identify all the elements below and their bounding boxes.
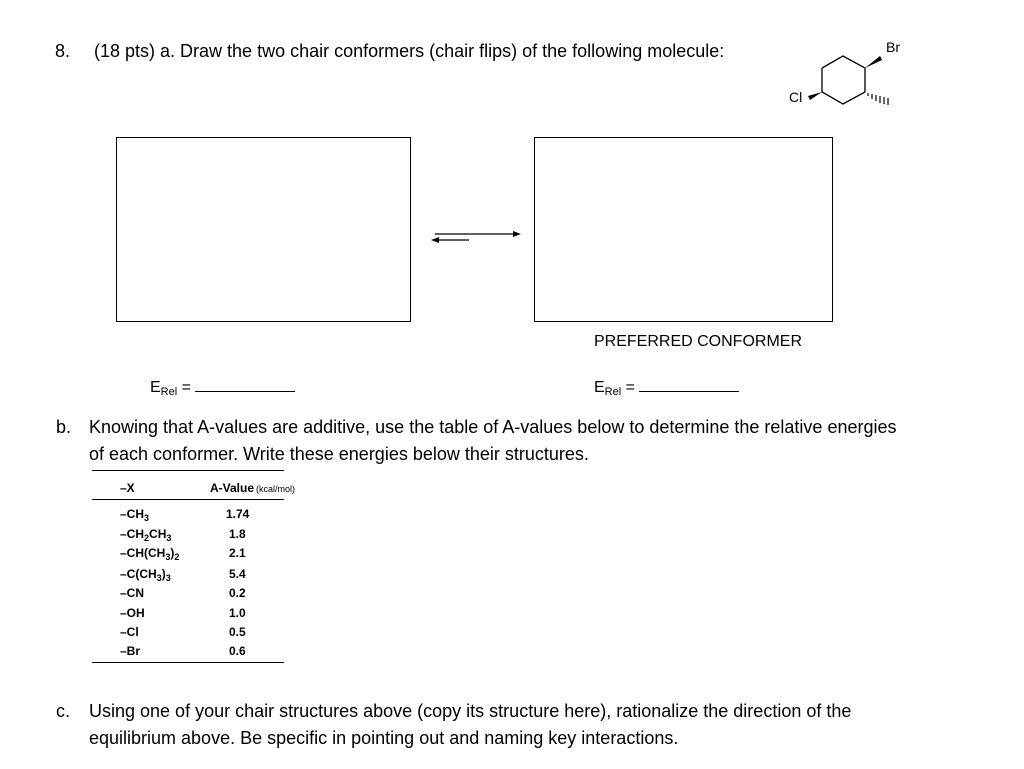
conformer-box-left[interactable] xyxy=(116,137,411,322)
part-b-letter: b. xyxy=(56,417,72,437)
table-row: –Br 0.6 xyxy=(120,644,246,658)
part-c-letter: c. xyxy=(56,701,71,721)
table-header-rule xyxy=(92,499,284,500)
table-row: –Cl 0.5 xyxy=(120,625,246,639)
part-b-line1: Knowing that A-values are additive, use the table of A-values below to determine the relative energies xyxy=(89,417,897,437)
table-header-x: –X xyxy=(120,481,135,495)
table-row: $-CH_3$ 1.74 xyxy=(120,507,250,523)
erel-right-blank[interactable] xyxy=(639,375,739,392)
preferred-conformer-label: PREFERRED CONFORMER xyxy=(594,333,803,350)
wedge-bond-br xyxy=(865,56,882,68)
table-row: –OH 1.0 xyxy=(120,606,246,620)
part-c-line1: Using one of your chair structures above (copy its structure here), rationalize the direction of the xyxy=(89,701,852,721)
table-row: $-CH_2CH_3$ 1.8 xyxy=(120,527,246,543)
part-b-line2: of each conformer. Write these energies below their structures. xyxy=(89,444,589,464)
table-top-rule xyxy=(92,470,284,471)
table-row: $-CH(CH_3)_2$ 2.1 xyxy=(120,546,246,562)
forward-arrowhead xyxy=(513,231,521,237)
conformer-box-right[interactable] xyxy=(534,137,833,322)
molecule-structure xyxy=(780,30,920,120)
table-row: $-C(CH_3)_3$ 5.4 xyxy=(120,567,246,583)
hashed-bond xyxy=(868,93,888,105)
wedge-bond-cl xyxy=(808,92,822,100)
erel-right: $E_{Rel}$ = xyxy=(594,375,739,398)
question-number: 8. xyxy=(55,41,71,61)
reverse-arrowhead xyxy=(431,237,439,243)
table-row: –CN 0.2 xyxy=(120,586,246,600)
erel-left: $E_{Rel}$ = xyxy=(150,375,295,398)
part-a-prompt: (18 pts) a. Draw the two chair conformers (chair flips) of the following molecule: xyxy=(94,41,725,61)
table-header-value: A-Value (kcal/mol) xyxy=(210,481,296,495)
equilibrium-arrows xyxy=(425,224,525,248)
part-c-line2: equilibrium above. Be specific in pointing out and naming key interactions. xyxy=(89,728,679,748)
erel-left-blank[interactable] xyxy=(195,375,295,392)
substituent-br: Br xyxy=(886,39,900,55)
cyclohexane-ring xyxy=(822,56,865,104)
substituent-cl: Cl xyxy=(789,89,803,105)
table-bottom-rule xyxy=(92,662,284,663)
